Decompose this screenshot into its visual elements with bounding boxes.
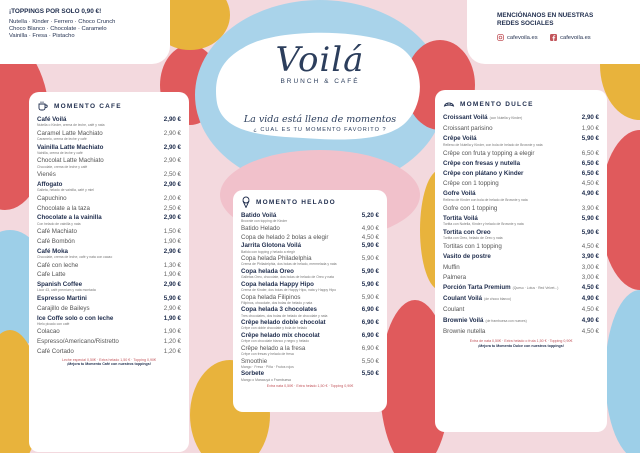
menu-item-name: Carajillo de Baileys xyxy=(37,304,90,312)
menu-item-name: Crêpe helado doble chocolat xyxy=(241,319,326,327)
menu-item xyxy=(29,238,189,245)
menu-item-name-block xyxy=(241,242,301,253)
menu-item-name: Crêpe con fruta y topping a elegir xyxy=(443,149,535,157)
menu-item-name-block xyxy=(443,160,520,167)
menu-item xyxy=(435,150,607,157)
menu-item-name: Ice Coffe solo o con leche xyxy=(37,314,114,322)
menu-item-price: 2,90 € xyxy=(163,281,181,289)
menu-item-price: 2,90 € xyxy=(163,180,181,188)
menu-item-name-block xyxy=(443,180,499,187)
menu-item-name: Crêpe con 1 topping xyxy=(443,180,499,188)
social-title-line2: REDES SOCIALES xyxy=(497,19,554,27)
menu-item xyxy=(435,264,607,271)
menu-item-description: Mango o Maracuyá o Frambuesa xyxy=(241,377,291,382)
instagram-link[interactable] xyxy=(497,34,538,41)
menu-item-description: Crêpe con doble chocolate y bola de helado xyxy=(241,326,308,331)
menu-item-description: Mango · Fresa · Piña · Frutos rojos xyxy=(241,364,294,369)
menu-item xyxy=(29,228,189,235)
facebook-handle: cafevoila.es xyxy=(560,34,591,41)
menu-item-price: 2,90 € xyxy=(163,247,181,255)
menu-item-description: Tortita con Nutella, Kinder y helado de Brownie y nata xyxy=(443,222,524,227)
menu-item-name: Copa helada Philadelphia xyxy=(241,255,312,263)
croissant-icon xyxy=(443,98,455,110)
menu-item-name: Café Voilá xyxy=(37,116,67,123)
menu-item-price: 2,90 € xyxy=(163,157,181,165)
menu-item-price: 2,50 € xyxy=(163,171,181,179)
menu-item-price: 1,90 € xyxy=(163,271,181,279)
menu-item xyxy=(233,225,387,232)
section-title: MOMENTO DULCE xyxy=(460,100,534,108)
logo xyxy=(213,40,427,85)
menu-item-name-block xyxy=(37,214,102,225)
menu-item-price: 4,90 € xyxy=(361,224,379,232)
menu-item-name-block xyxy=(37,228,77,235)
menu-item-description: Tortita con Oreo, helado de Oreo y nata xyxy=(443,236,503,241)
menu-item-name: Brownie nutella xyxy=(443,327,486,335)
menu-item-price: 5,90 € xyxy=(361,267,379,275)
menu-item xyxy=(29,315,189,326)
section-title: MOMENTO CAFE xyxy=(54,102,122,110)
menu-item xyxy=(435,317,607,325)
menu-item-description: Chocolate, crema de leche y café xyxy=(37,164,88,169)
menu-item-name: Tortitas con 1 topping xyxy=(443,243,502,251)
menu-footnote: Leche especial 0,50€ · Extra helado 1,50 € · Topping 0,90€ xyxy=(61,357,157,362)
menu-item-name-block xyxy=(443,328,485,335)
menu-item-name-block xyxy=(241,255,337,266)
menu-item-name: Copa helada 3 chocolates xyxy=(241,306,317,314)
facebook-link[interactable] xyxy=(550,34,591,41)
menu-item-name-block xyxy=(37,281,96,292)
menu-item-price: 4,90 € xyxy=(581,190,599,198)
menu-item xyxy=(435,180,607,187)
menu-item-name-block xyxy=(241,358,294,369)
menu-item-description: Chocolate, crema de leche, café y nata con cacao xyxy=(37,254,113,259)
background-blob xyxy=(605,290,640,453)
menu-item xyxy=(29,295,189,302)
menu-item-name: Espresso/Americano/Ristretto xyxy=(37,338,119,346)
toppings-title: ¡TOPPINGS POR SOLO 0,90 €! xyxy=(9,8,102,15)
tagline-main: La vida está llena de momentos xyxy=(243,114,397,125)
menu-item-description: Nutella o Kinder, crema de leche, café y nata xyxy=(37,123,105,128)
menu-item-name-block xyxy=(241,306,327,317)
menu-item xyxy=(29,305,189,312)
menu-item-name-block xyxy=(241,212,287,223)
menu-item-name: Vainilla Latte Machiato xyxy=(37,143,104,151)
menu-item-price: 6,90 € xyxy=(361,344,379,352)
menu-item xyxy=(435,274,607,281)
facebook-icon xyxy=(550,34,557,41)
menu-item-name-block xyxy=(443,114,522,122)
menu-item-description: Relleno de Kinder con bola de helado de Brownie y nata xyxy=(443,197,528,202)
menu-item-name: Gofre Voilá xyxy=(443,190,476,198)
menu-item-description: Galleta, helado de vainilla, café y miel xyxy=(37,188,94,193)
menu-item xyxy=(233,345,387,356)
toppings-line: Vainilla · Fresa · Pistacho xyxy=(9,33,75,39)
menu-item xyxy=(29,195,189,202)
menu-item-name-block xyxy=(443,150,535,157)
menu-item-name: Smoothie xyxy=(241,357,268,365)
menu-item xyxy=(435,284,607,292)
menu-item-name-block xyxy=(37,144,103,155)
menu-item xyxy=(233,281,387,292)
menu-item-name: Chocolate a la vainilla xyxy=(37,214,102,222)
menu-item-name: Café Cortado xyxy=(37,347,74,355)
menu-item-price: 4,50 € xyxy=(581,180,599,188)
menu-item-name: Batido Voilá xyxy=(241,212,277,219)
menu-item xyxy=(29,130,189,141)
menu-item-name-block xyxy=(443,317,527,325)
menu-item-name-block xyxy=(443,243,502,250)
menu-item xyxy=(29,181,189,192)
menu-item-price: 2,90 € xyxy=(163,116,181,123)
menu-item xyxy=(233,212,387,223)
menu-item-price: 2,90 € xyxy=(163,304,181,312)
menu-item-description: Crema de Philadelphia, dos bolas de helado, mermelada y nata xyxy=(241,262,337,267)
menu-item-note: (Queso · Lotus · Red Velvet...) xyxy=(512,286,559,291)
menu-item xyxy=(233,234,387,241)
menu-item-name: Capuchino xyxy=(37,194,67,202)
menu-item xyxy=(435,205,607,212)
menu-item-name-block xyxy=(37,305,90,312)
menu-item-price: 2,90 € xyxy=(581,114,599,121)
menu-item-name-block xyxy=(241,268,334,279)
menu-item-name-block xyxy=(37,157,104,168)
menu-item-price: 4,50 € xyxy=(361,233,379,241)
menu-item-price: 1,50 € xyxy=(163,228,181,236)
menu-item xyxy=(435,229,607,240)
menu-item-name-block xyxy=(443,274,466,281)
menu-item-name: Spanish Coffee xyxy=(37,281,83,289)
menu-item-name-block xyxy=(37,262,78,269)
menu-item-price: 1,20 € xyxy=(163,347,181,355)
menu-item-price: 1,90 € xyxy=(581,125,599,133)
menu-list xyxy=(29,116,189,355)
menu-item-name: Café con leche xyxy=(37,261,79,269)
menu-item-name: Vienés xyxy=(37,171,56,179)
menu-item xyxy=(233,242,387,253)
menu-item-note: (de frambuesa con nueces) xyxy=(485,318,527,323)
logo-name: Voilá xyxy=(275,40,365,80)
menu-item-name-block xyxy=(241,345,305,356)
menu-item-price: 6,50 € xyxy=(581,159,599,167)
menu-item xyxy=(29,328,189,335)
menu-item-name-block xyxy=(443,205,497,212)
menu-item-name: Sorbete xyxy=(241,370,265,378)
tagline-question: ¿ CUAL ES TU MOMENTO FAVORITO ? xyxy=(253,127,387,133)
menu-item-name: Coulant Voilá xyxy=(443,295,483,303)
menu-item-name: Cafe Latte xyxy=(37,271,66,279)
menu-item-description: Caramelo, crema de leche y café xyxy=(37,137,87,141)
menu-item-description: Brownie con topping de Kinder xyxy=(241,219,288,224)
menu-item-name-block xyxy=(241,319,326,330)
menu-item-description: Tres chocolates, dos bolas de helado de chocolate y nata xyxy=(241,313,328,318)
menu-item-price: 5,90 € xyxy=(361,280,379,288)
ice-cream-icon xyxy=(241,196,251,208)
menu-item-price: 2,90 € xyxy=(163,143,181,151)
menu-item-price: 4,50 € xyxy=(581,284,599,292)
menu-item-price: 1,90 € xyxy=(163,314,181,322)
menu-card-cafe xyxy=(29,92,189,452)
menu-card-helado xyxy=(233,190,387,412)
menu-item-name-block xyxy=(443,170,523,177)
menu-item-name-block xyxy=(37,130,103,141)
menu-item-price: 5,90 € xyxy=(361,242,379,250)
menu-item xyxy=(435,160,607,167)
toppings-line: Nutella · Kinder · Ferrero · Choco Crunch xyxy=(9,19,116,25)
menu-item-name-block xyxy=(443,229,503,240)
menu-item-name-block xyxy=(37,271,66,278)
menu-item-price: 4,90 € xyxy=(581,295,599,303)
menu-item xyxy=(435,328,607,335)
menu-item-name-block xyxy=(37,315,113,326)
social-title-line1: MENCIÓNANOS EN NUESTRAS xyxy=(497,12,594,19)
menu-item-name: Crêpe con fresas y nutella xyxy=(443,159,521,167)
menu-item-price: 5,90 € xyxy=(361,255,379,263)
menu-item-name-block xyxy=(37,248,112,259)
menu-item-description: Crema de Kinder, dos bolas de Happy Hipo, nata y Happy Hipo xyxy=(241,287,336,292)
menu-item-name: Palmera xyxy=(443,273,467,281)
menu-item-name-block xyxy=(37,238,75,245)
menu-item-price: 5,90 € xyxy=(361,293,379,301)
menu-item-name: Copa helada Filipinos xyxy=(241,293,301,301)
menu-item-price: 3,00 € xyxy=(581,263,599,271)
instagram-icon xyxy=(497,34,504,41)
menu-item-name-block xyxy=(37,338,119,345)
menu-item-name-block xyxy=(37,205,90,212)
menu-item-description: Filipinos, chocolate, dos bolas de helado y nata xyxy=(241,300,313,305)
menu-item-name-block xyxy=(241,332,320,343)
menu-item-price: 5,50 € xyxy=(361,370,379,378)
menu-card-dulce xyxy=(435,90,607,432)
menu-item-name-block xyxy=(443,135,543,146)
menu-item-price: 1,30 € xyxy=(163,261,181,269)
menu-item-name-block xyxy=(443,284,558,292)
menu-item-name: Crêpe Voilá xyxy=(443,135,477,143)
menu-item-description: Crêpe con fresas y helado de fresa xyxy=(241,351,294,356)
menu-item-price: 2,50 € xyxy=(163,204,181,212)
menu-item-name: Espresso Martini xyxy=(37,294,87,302)
menu-item-name-block xyxy=(443,190,528,201)
menu-item-name: Gofre con 1 topping xyxy=(443,204,498,212)
menu-item-description: Batido con topping y helado a elegir xyxy=(241,249,295,254)
logo-subtitle: BRUNCH & CAFÉ xyxy=(280,78,360,85)
menu-item-name: Caramel Latte Machiato xyxy=(37,129,103,137)
menu-item-name-block xyxy=(37,195,67,202)
menu-item-name-block xyxy=(37,295,87,302)
menu-item-description: Vainilla, crema de leche y café xyxy=(37,150,83,155)
menu-item-name-block xyxy=(37,348,74,355)
menu-item-name-block xyxy=(37,181,94,192)
menu-item-price: 6,50 € xyxy=(581,170,599,178)
menu-item xyxy=(233,358,387,369)
menu-list xyxy=(435,114,607,335)
menu-item-price: 6,50 € xyxy=(581,149,599,157)
menu-item-name: Muffin xyxy=(443,263,460,271)
instagram-handle: cafevoila.es xyxy=(507,34,538,41)
menu-item xyxy=(233,268,387,279)
menu-item-name-block xyxy=(443,306,464,313)
tagline xyxy=(213,114,427,133)
menu-item-price: 6,90 € xyxy=(361,306,379,314)
menu-item-price: 1,90 € xyxy=(163,328,181,336)
menu-promo: ¡Mejora tu Momento Café con nuestros toppings! xyxy=(67,362,151,367)
menu-item xyxy=(29,348,189,355)
social-box xyxy=(467,0,640,64)
menu-item xyxy=(435,243,607,250)
menu-item-name-block xyxy=(241,370,291,381)
menu-item-name: Colacao xyxy=(37,328,60,336)
menu-item xyxy=(29,171,189,178)
menu-item-name: Tortita con Oreo xyxy=(443,229,491,237)
menu-item-name-block xyxy=(37,171,56,178)
menu-item xyxy=(435,295,607,303)
menu-item-name: Coulant xyxy=(443,306,465,314)
menu-item xyxy=(435,306,607,313)
menu-item xyxy=(29,281,189,292)
menu-footnote: Extra de nata 0,50€ · Extra helado o fruta 1,50 € · Topping 0,90€ xyxy=(469,339,573,344)
menu-item-name: Chocolat Latte Machiato xyxy=(37,157,104,165)
menu-item-price: 5,90 € xyxy=(581,135,599,143)
menu-item-name: Jarrita Glotona Voilá xyxy=(241,242,302,250)
menu-item-name-block xyxy=(443,253,491,260)
menu-item-name: Crêpe helado mix chocolat xyxy=(241,331,320,339)
menu-item-description: Crêpe con chocolate blanco y negro y helado xyxy=(241,339,310,344)
menu-item-price: 3,90 € xyxy=(581,204,599,212)
menu-item-description: Galletas Oreo, chocolate, dos bolas de helado de Oreo y nata xyxy=(241,275,334,280)
menu-item-name-block xyxy=(241,281,336,292)
menu-item-name: Copa helada Oreo xyxy=(241,267,294,275)
menu-item xyxy=(233,306,387,317)
menu-item xyxy=(233,370,387,381)
menu-item xyxy=(233,332,387,343)
menu-item-price: 5,90 € xyxy=(163,294,181,302)
menu-item-price: 4,90 € xyxy=(581,316,599,324)
menu-item xyxy=(435,170,607,177)
menu-item xyxy=(29,144,189,155)
menu-item-name-block xyxy=(241,294,312,305)
menu-item-price: 2,90 € xyxy=(163,129,181,137)
coffee-cup-icon xyxy=(37,100,49,112)
menu-item-price: 2,00 € xyxy=(163,194,181,202)
menu-item-name: Tortita Voilá xyxy=(443,214,478,222)
menu-item-name-block xyxy=(241,225,280,232)
menu-item xyxy=(29,205,189,212)
menu-item xyxy=(435,215,607,226)
menu-item-price: 2,90 € xyxy=(163,214,181,222)
menu-item-description: Con helado de vainilla y nata xyxy=(37,221,81,226)
menu-item-name-block xyxy=(443,215,524,226)
menu-item-price: 3,90 € xyxy=(581,253,599,261)
menu-item xyxy=(233,255,387,266)
menu-item-price: 6,90 € xyxy=(361,331,379,339)
menu-item-note: (de choco blanco) xyxy=(484,297,512,302)
menu-item-name: Croissant parisino xyxy=(443,125,493,133)
menu-list xyxy=(233,212,387,382)
menu-item xyxy=(233,294,387,305)
menu-item-name-block xyxy=(37,116,104,127)
menu-item-name: Café Machiato xyxy=(37,228,77,236)
menu-item xyxy=(29,262,189,269)
menu-item xyxy=(435,135,607,146)
menu-item-description: Hielo picado con café xyxy=(37,321,70,326)
menu-item-name-block xyxy=(37,328,60,335)
toppings-box xyxy=(0,0,170,64)
menu-item-name: Batido Helado xyxy=(241,224,280,232)
menu-item-name-block xyxy=(241,234,328,241)
menu-item-price: 4,50 € xyxy=(581,243,599,251)
menu-item xyxy=(233,319,387,330)
menu-item-name: Copa helada Happy Hipo xyxy=(241,280,314,288)
menu-item-name: Porción Tarta Premium xyxy=(443,284,511,292)
menu-item xyxy=(435,253,607,260)
section-title: MOMENTO HELADO xyxy=(256,198,336,206)
menu-item-price: 5,50 € xyxy=(361,357,379,365)
menu-item-name: Crêpe helado a la fresa xyxy=(241,344,306,352)
menu-item-price: 1,20 € xyxy=(163,338,181,346)
menu-promo: ¡Mejora tu Momento Dulce con nuestros toppings! xyxy=(478,343,564,348)
menu-item xyxy=(29,271,189,278)
menu-item-name: Copa de helado 2 bolas a elegir xyxy=(241,233,329,241)
menu-item-description: Licor 43, café premium y nata montada xyxy=(37,288,96,293)
menu-item xyxy=(29,214,189,225)
menu-item-name: Chocolate a la taza xyxy=(37,204,90,212)
menu-item-price: 4,50 € xyxy=(581,306,599,314)
menu-item xyxy=(29,338,189,345)
menu-item-note: (con Nutella y Kinder) xyxy=(489,116,523,120)
menu-item-name: Brownie Voilá xyxy=(443,316,484,324)
menu-item xyxy=(29,157,189,168)
menu-item xyxy=(435,114,607,122)
menu-item-price: 3,00 € xyxy=(581,273,599,281)
menu-item-name: Café Bombón xyxy=(37,237,75,245)
menu-item-name: Affogato xyxy=(37,180,63,188)
menu-item-name: Vasito de postre xyxy=(443,253,491,261)
menu-item-price: 5,90 € xyxy=(581,229,599,237)
menu-item-price: 4,50 € xyxy=(581,327,599,335)
menu-item-name: Croissant Voilá xyxy=(443,114,488,121)
menu-item-name: Crêpe con plátano y Kinder xyxy=(443,170,524,178)
menu-item-name-block xyxy=(443,125,493,132)
menu-item xyxy=(29,116,189,127)
menu-item xyxy=(435,125,607,132)
menu-item xyxy=(435,190,607,201)
menu-footnote: Extra nata 0,50€ · Extra helado 1,50 € · Topping 0,90€ xyxy=(266,383,354,388)
menu-item-price: 6,90 € xyxy=(361,319,379,327)
menu-item-price: 5,90 € xyxy=(581,214,599,222)
toppings-line: Choco Blanco · Chocolate · Caramelo xyxy=(9,26,107,32)
menu-item-name-block xyxy=(443,295,511,303)
menu-item-price: 1,90 € xyxy=(163,237,181,245)
menu-item xyxy=(29,248,189,259)
menu-item-name: Café Moka xyxy=(37,247,68,255)
menu-item-name-block xyxy=(443,264,460,271)
menu-item-price: 5,20 € xyxy=(361,212,379,219)
menu-item-description: Relleno de Nutella y Kinder, con bola de helado de Brownie y nata xyxy=(443,142,543,147)
